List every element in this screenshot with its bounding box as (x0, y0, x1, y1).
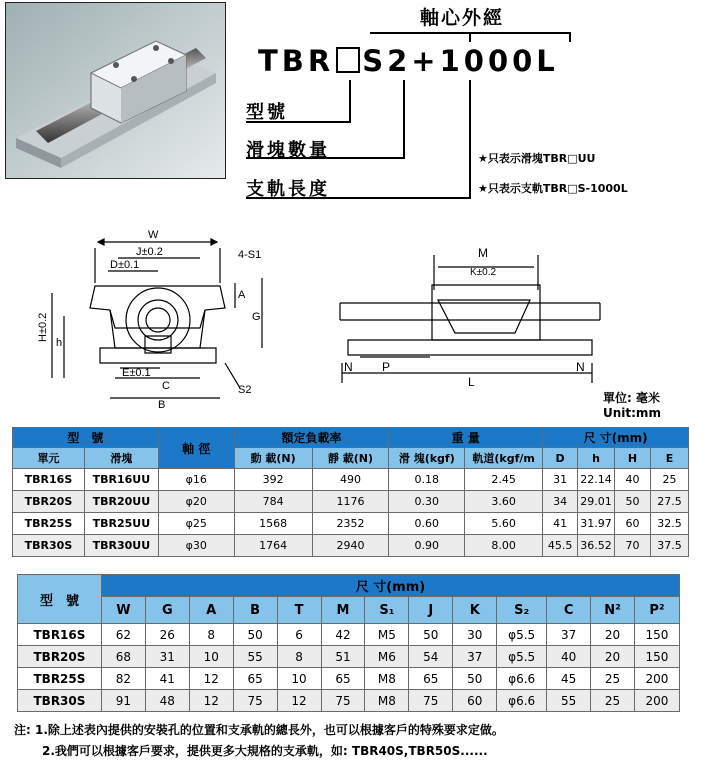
table-cell: 70 (615, 535, 651, 557)
table-cell: 20 (591, 624, 635, 646)
table-cell: TBR16S (18, 624, 102, 646)
table-cell: 30 (453, 624, 497, 646)
t1-header-shaft: 軸 徑 (158, 428, 234, 469)
table-cell: J (409, 597, 453, 624)
dim-J: J±0.2 (136, 246, 163, 258)
t1-sub-unit: 單元 (13, 448, 85, 469)
unit-label (603, 391, 661, 421)
table-cell: 75 (321, 690, 365, 712)
shaft-diameter-label: 軸心外經 (420, 7, 505, 29)
table-cell: 55 (233, 646, 277, 668)
table-cell: 31 (543, 469, 578, 491)
t1-header-model: 型 號 (13, 428, 159, 448)
table-cell: 36.52 (578, 535, 615, 557)
dim-P: P (382, 360, 391, 374)
table-cell: TBR16S (13, 469, 85, 491)
table-cell: C (547, 597, 591, 624)
table-cell: 51 (321, 646, 365, 668)
table-cell: 65 (409, 668, 453, 690)
code-suffix: S2+1000L (362, 44, 559, 78)
table-cell: 1568 (234, 513, 312, 535)
table-row (18, 624, 680, 646)
dim-S2: S2 (238, 384, 252, 396)
label-block-qty: 滑塊數量 (246, 140, 330, 161)
table-cell: 2352 (312, 513, 389, 535)
table-cell: 25 (591, 690, 635, 712)
table-cell: TBR30UU (84, 535, 158, 557)
table-cell: 0.30 (389, 491, 465, 513)
table-cell: S₁ (365, 597, 409, 624)
t1-header-dim: 尺 寸(mm) (543, 428, 689, 448)
dim-W: W (148, 229, 159, 241)
table-cell: 1764 (234, 535, 312, 557)
table-cell: 68 (101, 646, 145, 668)
t1-sub-H: H (615, 448, 651, 469)
table-cell: 62 (101, 624, 145, 646)
load-weight-table (12, 427, 689, 557)
table-cell: 41 (145, 668, 189, 690)
table-cell: TBR30S (18, 690, 102, 712)
t1-header-load: 額定負載率 (234, 428, 389, 448)
table-cell: 0.60 (389, 513, 465, 535)
table-cell: 55 (547, 690, 591, 712)
t1-sub-static: 靜 載(N) (312, 448, 389, 469)
t1-sub-E: E (650, 448, 688, 469)
table-cell: 25 (591, 668, 635, 690)
table-cell: 65 (233, 668, 277, 690)
table-cell: φ5.5 (497, 646, 547, 668)
table-cell: G (145, 597, 189, 624)
table-cell: TBR16UU (84, 469, 158, 491)
table-cell: 50 (233, 624, 277, 646)
dim-N-right: N (576, 360, 585, 374)
table-cell: T (277, 597, 321, 624)
dim-G: G (252, 311, 261, 323)
table-cell: 200 (634, 668, 679, 690)
unit-cn: 單位: 毫米 (603, 391, 660, 405)
table-cell: φ5.5 (497, 624, 547, 646)
table-cell: 32.5 (650, 513, 688, 535)
note-block-only: ★只表示滑塊TBR□UU (478, 152, 596, 165)
dim-h: h (56, 337, 63, 349)
label-model: 型號 (246, 102, 288, 123)
dim-D: D±0.1 (110, 259, 140, 271)
table-row (18, 668, 680, 690)
table-cell: 54 (409, 646, 453, 668)
table-cell: φ6.6 (497, 690, 547, 712)
code-leader-lines (0, 0, 703, 210)
note-rail-only: ★只表示支軌TBR□S-1000L (478, 182, 628, 195)
footnote-1: 注: 1.除上述表內提供的安裝孔的位置和支承軌的總長外，也可以根據客戶的特殊要求定做。 (14, 723, 504, 737)
side-view-drawing (330, 245, 605, 395)
table-cell: 12 (189, 690, 233, 712)
dim-C: C (162, 380, 170, 392)
table-cell: 12 (189, 668, 233, 690)
table-cell: M6 (365, 646, 409, 668)
table-row (13, 469, 689, 491)
table-cell: 41 (543, 513, 578, 535)
table-cell: 22.14 (578, 469, 615, 491)
table-cell: 37 (547, 624, 591, 646)
footnote-2: 2.我們可以根據客戶要求，提供更多大規格的支承軌，如: TBR40S,TBR50S...... (42, 744, 488, 758)
table-cell: 25 (650, 469, 688, 491)
dim-A: A (238, 289, 246, 301)
table-row (13, 535, 689, 557)
dim-L: L (468, 375, 475, 389)
table-cell: TBR30S (13, 535, 85, 557)
dim-H: H±0.2 (37, 312, 49, 342)
table-cell: TBR25S (13, 513, 85, 535)
table-cell: TBR20S (18, 646, 102, 668)
table-cell: TBR20S (13, 491, 85, 513)
table-cell: 40 (615, 469, 651, 491)
table-cell: φ25 (158, 513, 234, 535)
t2-header-model: 型 號 (18, 575, 102, 624)
table-cell: 150 (634, 646, 679, 668)
t1-sub-rail-weight: 軌道(kgf/m (465, 448, 543, 469)
table-cell: 60 (453, 690, 497, 712)
table-cell: 50 (453, 668, 497, 690)
t1-sub-h: h (578, 448, 615, 469)
table-cell: M8 (365, 668, 409, 690)
table-cell: 42 (321, 624, 365, 646)
table-cell: M (321, 597, 365, 624)
table-cell: 65 (321, 668, 365, 690)
table-cell: 31.97 (578, 513, 615, 535)
table-cell: 31 (145, 646, 189, 668)
table-cell: 50 (409, 624, 453, 646)
dim-K: K±0.2 (470, 267, 497, 278)
table-cell: 200 (634, 690, 679, 712)
table-cell: 45 (547, 668, 591, 690)
table-cell: 10 (189, 646, 233, 668)
table-cell: 40 (547, 646, 591, 668)
table-row (18, 646, 680, 668)
table-cell: 3.60 (465, 491, 543, 513)
table-cell: 0.90 (389, 535, 465, 557)
table-cell: 91 (101, 690, 145, 712)
table-cell: 784 (234, 491, 312, 513)
table-cell: 490 (312, 469, 389, 491)
table-cell: 0.18 (389, 469, 465, 491)
table-cell: TBR25S (18, 668, 102, 690)
table-row (18, 690, 680, 712)
table-row (13, 513, 689, 535)
table-cell: 20 (591, 646, 635, 668)
dim-B: B (158, 399, 166, 411)
table-cell: 12 (277, 690, 321, 712)
table-cell: 5.60 (465, 513, 543, 535)
table-cell: B (233, 597, 277, 624)
table-cell: 60 (615, 513, 651, 535)
table-row (13, 491, 689, 513)
code-prefix: TBR (258, 44, 335, 78)
end-view-drawing (37, 228, 290, 413)
table-cell: 75 (233, 690, 277, 712)
table-cell: 10 (277, 668, 321, 690)
table-cell: φ16 (158, 469, 234, 491)
table-cell: 2.45 (465, 469, 543, 491)
dim-M: M (478, 246, 488, 260)
footnotes (14, 720, 504, 762)
t1-sub-D: D (543, 448, 578, 469)
table-cell: 6 (277, 624, 321, 646)
table-cell: φ6.6 (497, 668, 547, 690)
table-cell: 8 (277, 646, 321, 668)
table-cell: TBR20UU (84, 491, 158, 513)
table-cell: 37.5 (650, 535, 688, 557)
table-cell: 27.5 (650, 491, 688, 513)
table-cell: 2940 (312, 535, 389, 557)
table-cell: 8 (189, 624, 233, 646)
table-cell: W (101, 597, 145, 624)
table-cell: 26 (145, 624, 189, 646)
t1-header-weight: 重 量 (389, 428, 543, 448)
table-cell: 1176 (312, 491, 389, 513)
t1-sub-block-weight: 滑 塊(kgf) (389, 448, 465, 469)
dim-4-S1: 4-S1 (238, 249, 262, 261)
table-cell: 45.5 (543, 535, 578, 557)
table-cell: P² (634, 597, 679, 624)
t1-sub-block: 滑塊 (84, 448, 158, 469)
table-cell: φ20 (158, 491, 234, 513)
dim-N-left: N (344, 360, 353, 374)
table-cell: S₂ (497, 597, 547, 624)
t2-header-dim: 尺 寸(mm) (101, 575, 679, 597)
label-rail-length: 支軌長度 (246, 179, 330, 200)
table-cell: 50 (615, 491, 651, 513)
dim-E: E±0.1 (122, 367, 151, 379)
table-cell: M5 (365, 624, 409, 646)
table-cell: N² (591, 597, 635, 624)
table-cell: 48 (145, 690, 189, 712)
table-cell: A (189, 597, 233, 624)
dimension-table (17, 574, 680, 712)
table-cell: φ30 (158, 535, 234, 557)
table-cell: 34 (543, 491, 578, 513)
table-cell: K (453, 597, 497, 624)
table-cell: 392 (234, 469, 312, 491)
table-cell: 29.01 (578, 491, 615, 513)
table-cell: 75 (409, 690, 453, 712)
table-cell: M8 (365, 690, 409, 712)
table-cell: TBR25UU (84, 513, 158, 535)
t1-sub-dynamic: 動 載(N) (234, 448, 312, 469)
table-cell: 8.00 (465, 535, 543, 557)
table-cell: 150 (634, 624, 679, 646)
unit-en: Unit:mm (603, 406, 661, 420)
table-cell: 82 (101, 668, 145, 690)
table-cell: 37 (453, 646, 497, 668)
